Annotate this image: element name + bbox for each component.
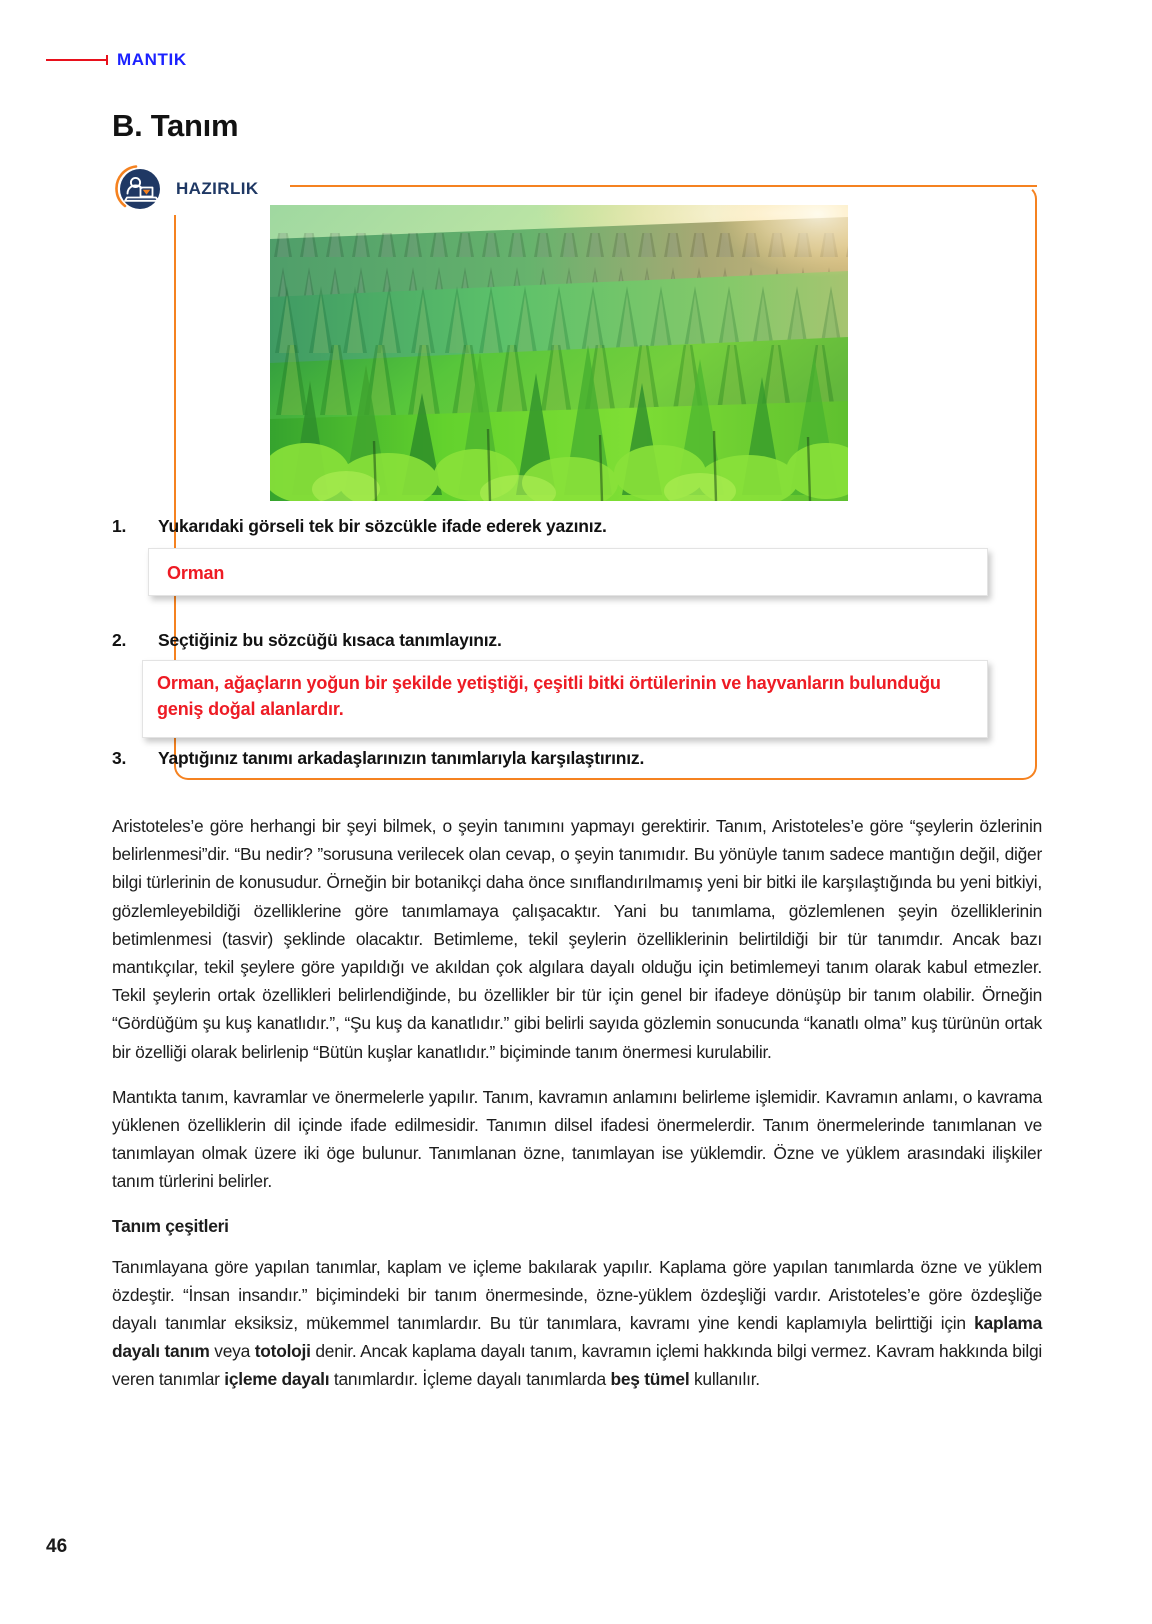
answer-1-text: Orman xyxy=(167,563,225,583)
hazirlik-label: HAZIRLIK xyxy=(176,179,259,198)
paragraph-2: Mantıkta tanım, kavramlar ve önermelerle yapılır. Tanım, kavramın anlamını belirleme işlemidir. Kavramın anlamı, o kavrama yüklenen özelliklerin dil içinde ifade edilmesidir. Tanımın dilsel ifadesi önermelerdir. Tanım önermelerinde tanımlanan ve tanımlayan olmak üzere iki öge bulunur. Tanımlanan özne, tanımlayan ise yüklemdir. Özne ve yüklem arasındaki ilişkiler tanım türlerini belirler. xyxy=(112,1086,1042,1192)
answer-box-2[interactable] xyxy=(142,660,988,738)
forest-image xyxy=(270,205,848,501)
running-head-rule xyxy=(46,59,108,61)
running-head-label: MANTIK xyxy=(117,50,187,69)
term-totoloji: totoloji xyxy=(254,1341,311,1362)
page-number: 46 xyxy=(46,1536,68,1557)
running-head xyxy=(0,45,1152,75)
paragraph-1: Aristoteles’e göre herhangi bir şeyi bilmek, o şeyin tanımını yapmayı gerektirir. Tanım, Aristoteles’e göre “şeylerin özlerinin belirlenmesi”dir. “Bu nedir? ”sorusuna verilecek olan cevap, o şeyin tanımıdır. Bu yönüyle tanım sadece mantığın değil, diğer bilgi türlerinin de konusudur. Örneğin bir botanikçi daha önce sınıflandırılmamış yeni bir bitki ile karşılaştığında bu yeni bitkiyi, gözlemleyebildiği özelliklerine göre tanımlamaya çalışacaktır. Yani bu tanımlama, gözlemlenen şeyin özelliklerinin betimlenmesi (tasvir) şeklinde olacaktır. Betimleme, tekil şeylerin özelliklerinin belirtildiği bir tür tanımdır. Ancak bazı mantıkçılar, tekil şeylere göre yapıldığı ve akıldan çok algılara dayalı olduğu için betimlemeyi tanım olarak kabul etmezler. Tekil şeylerin ortak özellikleri belirlendiğinde, bu özellikler bir tür için genel bir ifadeye dönüşüp bir tanım olabilir. Örneğin “Gördüğüm şu kuş kanatlıdır.”, “Şu kuş da kanatlıdır.” gibi belirli sayıda gözlemin sonucunda “kanatlı olma” kuş türünün ortak bir özelliği olarak belirlenip “Bütün kuşlar kanatlıdır.” biçiminde tanım önermesi kurulabilir. xyxy=(112,816,1042,1062)
paragraph-3-part3: denir. Ancak kaplama dayalı tanım, kavramın içlemi hakkında bilgi vermez. Kavram hakkında bilgi veren tanımlar xyxy=(112,1341,1042,1390)
paragraph-3-part1: Tanımlayana göre yapılan tanımlar, kaplam ve içleme bakılarak yapılır. Kaplama göre yapılan tanımlarda özne ve yüklem özdeştir. “İnsan insandır.” biçimindeki bir tanım önermesinde, özne-yüklem özdeşliği vardır. Aristoteles’e göre özdeşliğe dayalı tanımlar eksiksiz, mükemmel tanımlardır. Bu tür tanımlara, kavramı yine kendi kaplamıyla belirttiği için xyxy=(112,1256,1042,1333)
body-text xyxy=(112,812,1042,1411)
subheading-tanim-cesitleri: Tanım çeşitleri xyxy=(112,1216,229,1237)
hazirlik-badge xyxy=(112,163,269,215)
person-at-laptop-icon xyxy=(112,163,164,215)
question-1 xyxy=(112,516,1012,537)
question-3-text: Yaptığınız tanımı arkadaşlarınızın tanımlarıyla karşılaştırınız. xyxy=(158,748,645,768)
question-2 xyxy=(112,630,1012,651)
paragraph-3-part5: kullanılır. xyxy=(689,1369,760,1390)
paragraph-3-part4: tanımlardır. İçleme dayalı tanımlarda xyxy=(329,1369,611,1390)
term-bes-tumel: beş tümel xyxy=(610,1369,690,1390)
question-1-number: 1. xyxy=(112,516,127,536)
answer-box-1[interactable] xyxy=(148,548,988,596)
term-icleme-dayali: içleme dayalı xyxy=(224,1369,330,1390)
question-3 xyxy=(112,748,1012,769)
page-title: B. Tanım xyxy=(112,108,239,143)
question-1-text: Yukarıdaki görseli tek bir sözcükle ifade ederek yazınız. xyxy=(158,516,607,536)
paragraph-3 xyxy=(112,1253,1042,1394)
question-2-text: Seçtiğiniz bu sözcüğü kısaca tanımlayınız. xyxy=(158,630,502,650)
answer-2-text: Orman, ağaçların yoğun bir şekilde yetiştiği, çeşitli bitki örtülerinin ve hayvanların bulunduğu geniş doğal alanlardır. xyxy=(157,673,941,719)
paragraph-3-part2: veya xyxy=(209,1341,255,1362)
term-kaplama-dayali-tanim: kaplama dayalı tanım xyxy=(112,1313,1042,1362)
question-3-number: 3. xyxy=(112,748,127,768)
question-2-number: 2. xyxy=(112,630,127,650)
activity-frame-top-rule xyxy=(290,185,1037,187)
